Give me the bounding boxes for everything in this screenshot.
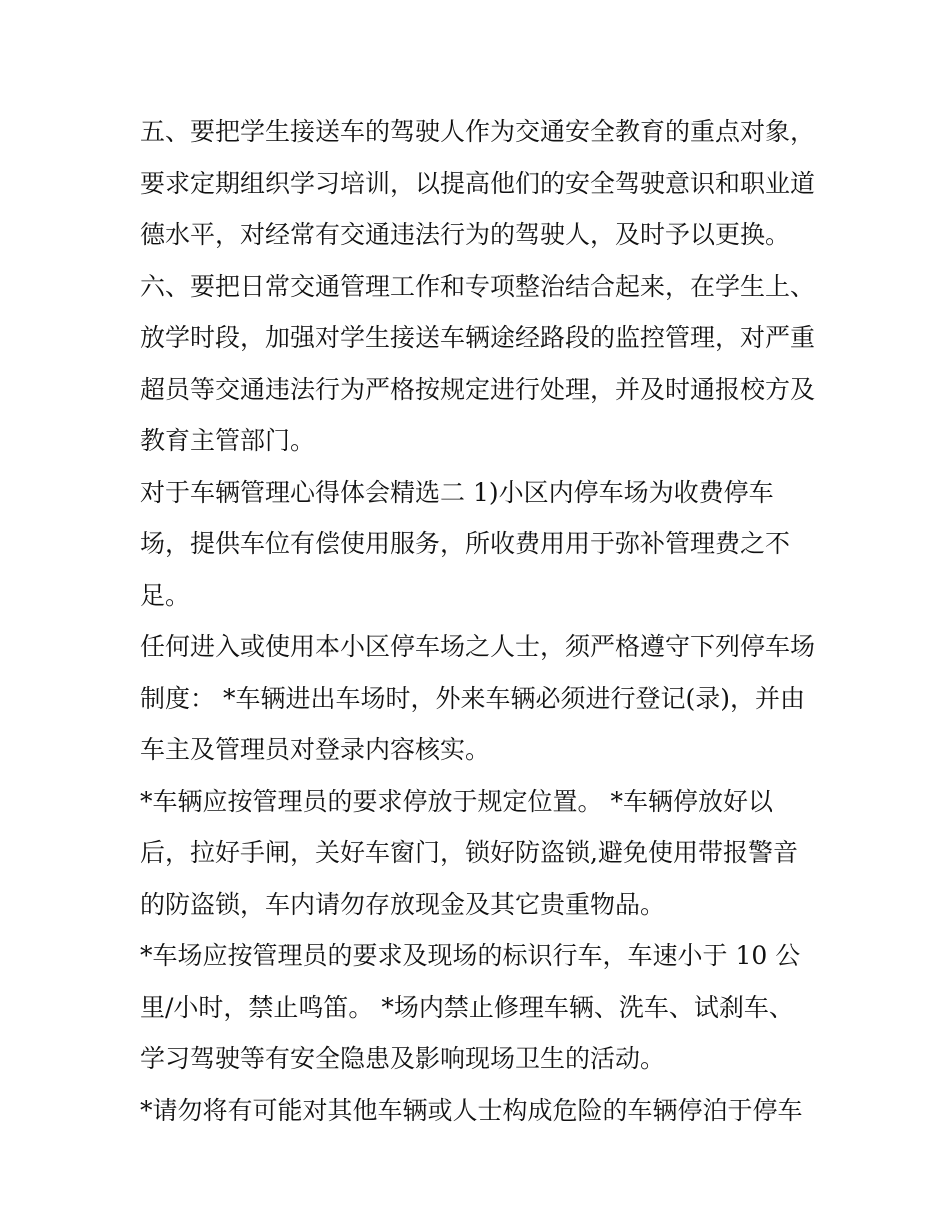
text-line: 足。	[140, 580, 191, 610]
text-line: 五、要把学生接送车的驾驶人作为交通安全教育的重点对象，	[140, 117, 816, 146]
text-line: 制度： *车辆进出车场时，外来车辆必须进行登记(录)，并由	[140, 683, 805, 713]
text-line: 任何进入或使用本小区停车场之人士，须严格遵守下列停车场	[140, 632, 816, 661]
text-line: *请勿将有可能对其他车辆或人士构成危险的车辆停泊于停车	[140, 1095, 803, 1125]
text-line: 要求定期组织学习培训，以提高他们的安全驾驶意识和职业道	[140, 168, 816, 198]
text-line: 的防盗锁，车内请勿存放现金及其它贵重物品。	[140, 889, 666, 919]
text-line: 后，拉好手闸，关好车窗门，锁好防盗锁,避免使用带报警音	[140, 838, 798, 867]
text-line: 里/小时，禁止鸣笛。 *场内禁止修理车辆、洗车、试刹车、	[140, 992, 794, 1022]
text-line: 六、要把日常交通管理工作和专项整治结合起来，在学生上、	[140, 271, 816, 301]
text-line: 对于车辆管理心得体会精选二 1)小区内停车场为收费停车	[140, 477, 774, 507]
text-line: 场，提供车位有偿使用服务，所收费用用于弥补管理费之不	[140, 529, 791, 558]
text-line: 超员等交通违法行为严格按规定进行处理，并及时通报校方及	[140, 374, 816, 404]
text-line: 学习驾驶等有安全隐患及影响现场卫生的活动。	[140, 1044, 666, 1073]
text-line: 德水平，对经常有交通违法行为的驾驶人，及时予以更换。	[140, 220, 791, 249]
text-line: 放学时段，加强对学生接送车辆途经路段的监控管理，对严重	[140, 323, 816, 352]
text-line: 教育主管部门。	[140, 426, 316, 455]
text-line: 车主及管理员对登录内容核实。	[140, 735, 491, 764]
document-body	[140, 106, 830, 1136]
text-line: *车辆应按管理员的要求停放于规定位置。 *车辆停放好以	[140, 786, 773, 816]
text-line: *车场应按管理员的要求及现场的标识行车，车速小于 10 公	[140, 941, 801, 970]
